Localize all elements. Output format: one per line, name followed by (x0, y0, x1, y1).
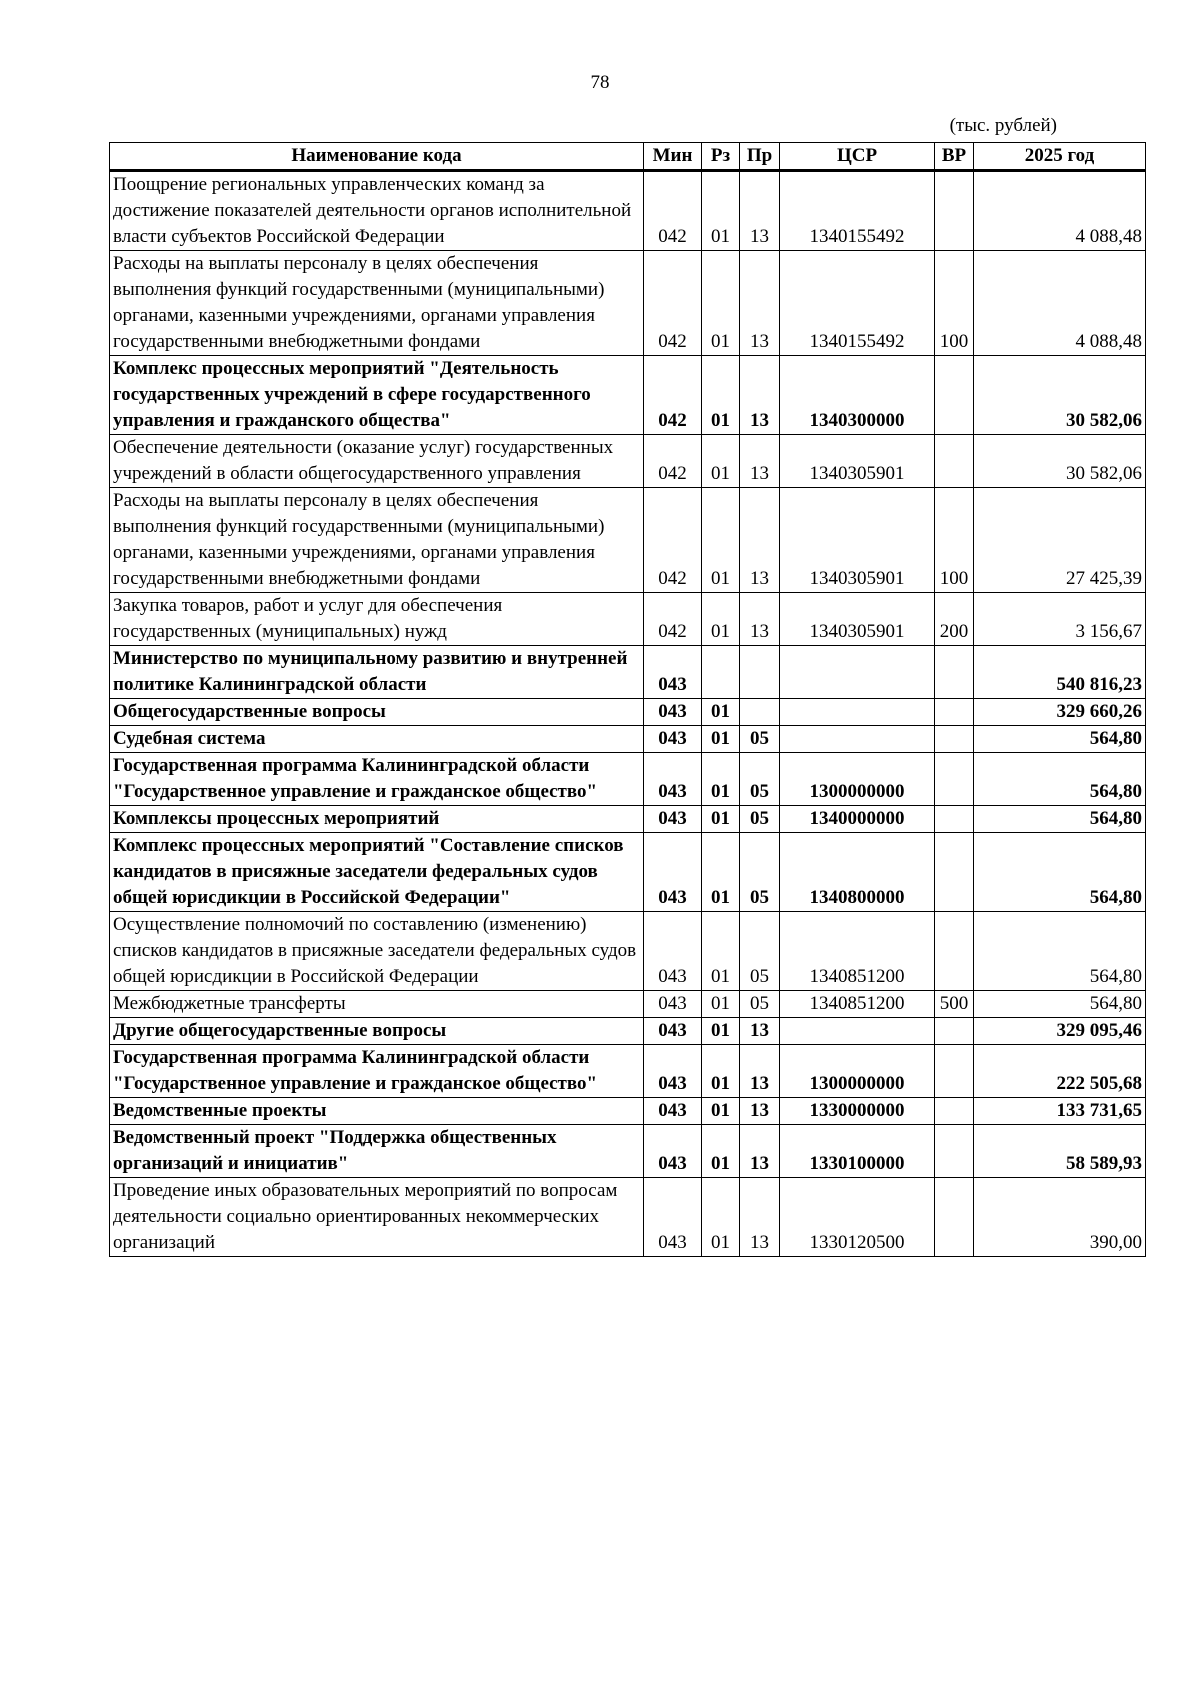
cell-amount: 329 660,26 (974, 699, 1146, 726)
cell-vr (935, 753, 974, 806)
cell-rz: 01 (702, 912, 740, 991)
cell-csr: 1340155492 (780, 171, 935, 251)
header-name: Наименование кода (110, 143, 644, 171)
cell-vr (935, 806, 974, 833)
cell-min: 043 (644, 1045, 702, 1098)
cell-csr (780, 726, 935, 753)
cell-csr: 1340851200 (780, 912, 935, 991)
cell-name: Другие общегосударственные вопросы (110, 1018, 644, 1045)
cell-name: Комплекс процессных мероприятий "Составление списков кандидатов в присяжные заседатели федеральных судов общей юрисдикции в Российской Федерации" (110, 833, 644, 912)
cell-pr: 05 (740, 726, 780, 753)
cell-rz: 01 (702, 699, 740, 726)
table-row (110, 699, 1146, 726)
cell-rz: 01 (702, 1125, 740, 1178)
cell-min: 043 (644, 726, 702, 753)
units-note: (тыс. рублей) (949, 115, 1057, 136)
cell-min: 042 (644, 593, 702, 646)
cell-pr: 05 (740, 753, 780, 806)
cell-name: Расходы на выплаты персоналу в целях обеспечения выполнения функций государственными (муниципальными) органами, казенными учреждениями, органами управления государственными внебюджетными фондами (110, 488, 644, 593)
cell-name: Комплексы процессных мероприятий (110, 806, 644, 833)
cell-pr: 05 (740, 991, 780, 1018)
cell-vr (935, 912, 974, 991)
cell-csr: 1330000000 (780, 1098, 935, 1125)
cell-csr: 1340000000 (780, 806, 935, 833)
cell-csr: 1340800000 (780, 833, 935, 912)
cell-csr: 1340155492 (780, 251, 935, 356)
cell-amount: 329 095,46 (974, 1018, 1146, 1045)
cell-amount: 564,80 (974, 726, 1146, 753)
cell-pr: 05 (740, 806, 780, 833)
table-row (110, 726, 1146, 753)
table-row (110, 1125, 1146, 1178)
cell-rz: 01 (702, 1098, 740, 1125)
cell-name: Межбюджетные трансферты (110, 991, 644, 1018)
cell-amount: 222 505,68 (974, 1045, 1146, 1098)
cell-amount: 564,80 (974, 833, 1146, 912)
cell-min: 043 (644, 833, 702, 912)
cell-min: 043 (644, 699, 702, 726)
cell-csr: 1340300000 (780, 356, 935, 435)
cell-rz: 01 (702, 488, 740, 593)
cell-amount: 4 088,48 (974, 251, 1146, 356)
cell-rz: 01 (702, 806, 740, 833)
table-row (110, 1098, 1146, 1125)
cell-csr: 1330100000 (780, 1125, 935, 1178)
cell-csr: 1340851200 (780, 991, 935, 1018)
table-row (110, 833, 1146, 912)
cell-min: 042 (644, 356, 702, 435)
table-row (110, 251, 1146, 356)
cell-pr: 13 (740, 251, 780, 356)
cell-rz: 01 (702, 833, 740, 912)
cell-amount: 3 156,67 (974, 593, 1146, 646)
cell-vr (935, 726, 974, 753)
cell-min: 043 (644, 991, 702, 1018)
cell-vr (935, 171, 974, 251)
budget-table (109, 142, 1146, 1257)
cell-amount: 30 582,06 (974, 435, 1146, 488)
cell-name: Ведомственный проект "Поддержка общественных организаций и инициатив" (110, 1125, 644, 1178)
cell-vr: 100 (935, 251, 974, 356)
cell-min: 043 (644, 806, 702, 833)
table-row (110, 991, 1146, 1018)
cell-csr: 1300000000 (780, 1045, 935, 1098)
cell-name: Государственная программа Калининградской области "Государственное управление и гражданское общество" (110, 753, 644, 806)
table-row (110, 356, 1146, 435)
cell-amount: 390,00 (974, 1178, 1146, 1257)
cell-vr: 200 (935, 593, 974, 646)
header-min: Мин (644, 143, 702, 171)
cell-pr: 13 (740, 1125, 780, 1178)
header-rz: Рз (702, 143, 740, 171)
cell-pr: 13 (740, 1018, 780, 1045)
cell-amount: 564,80 (974, 991, 1146, 1018)
cell-name: Министерство по муниципальному развитию и внутренней политике Калининградской области (110, 646, 644, 699)
cell-pr: 13 (740, 171, 780, 251)
table-row (110, 806, 1146, 833)
cell-min: 042 (644, 488, 702, 593)
cell-amount: 564,80 (974, 912, 1146, 991)
cell-name: Комплекс процессных мероприятий "Деятельность государственных учреждений в сфере государственного управления и гражданского общества" (110, 356, 644, 435)
cell-rz: 01 (702, 753, 740, 806)
cell-pr: 13 (740, 435, 780, 488)
cell-vr: 100 (935, 488, 974, 593)
header-year: 2025 год (974, 143, 1146, 171)
cell-min: 043 (644, 1098, 702, 1125)
table-body (110, 171, 1146, 1257)
cell-csr: 1330120500 (780, 1178, 935, 1257)
cell-min: 042 (644, 171, 702, 251)
cell-pr: 13 (740, 488, 780, 593)
table-header-row (110, 143, 1146, 171)
cell-vr (935, 1018, 974, 1045)
cell-amount: 540 816,23 (974, 646, 1146, 699)
cell-name: Осуществление полномочий по составлению (изменению) списков кандидатов в присяжные заседатели федеральных судов общей юрисдикции в Российской Федерации (110, 912, 644, 991)
cell-min: 043 (644, 753, 702, 806)
cell-name: Судебная система (110, 726, 644, 753)
cell-pr: 13 (740, 593, 780, 646)
cell-name: Поощрение региональных управленческих команд за достижение показателей деятельности органов исполнительной власти субъектов Российской Федерации (110, 171, 644, 251)
cell-vr (935, 1045, 974, 1098)
cell-csr (780, 1018, 935, 1045)
cell-csr (780, 699, 935, 726)
cell-min: 043 (644, 1125, 702, 1178)
cell-csr: 1340305901 (780, 435, 935, 488)
cell-rz: 01 (702, 1045, 740, 1098)
cell-rz: 01 (702, 1178, 740, 1257)
cell-pr: 13 (740, 356, 780, 435)
cell-name: Ведомственные проекты (110, 1098, 644, 1125)
table-row (110, 171, 1146, 251)
cell-rz: 01 (702, 1018, 740, 1045)
table-row (110, 646, 1146, 699)
cell-amount: 58 589,93 (974, 1125, 1146, 1178)
cell-vr (935, 435, 974, 488)
cell-pr: 13 (740, 1178, 780, 1257)
cell-vr (935, 1125, 974, 1178)
cell-vr (935, 356, 974, 435)
cell-vr (935, 1178, 974, 1257)
header-pr: Пр (740, 143, 780, 171)
table-row (110, 435, 1146, 488)
cell-min: 043 (644, 646, 702, 699)
cell-min: 043 (644, 1018, 702, 1045)
table-row (110, 1045, 1146, 1098)
cell-pr: 13 (740, 1045, 780, 1098)
table-row (110, 488, 1146, 593)
cell-rz: 01 (702, 435, 740, 488)
cell-min: 043 (644, 1178, 702, 1257)
cell-name: Обеспечение деятельности (оказание услуг) государственных учреждений в области общегосударственного управления (110, 435, 644, 488)
cell-name: Закупка товаров, работ и услуг для обеспечения государственных (муниципальных) нужд (110, 593, 644, 646)
cell-name: Проведение иных образовательных мероприятий по вопросам деятельности социально ориентированных некоммерческих организаций (110, 1178, 644, 1257)
cell-pr: 05 (740, 912, 780, 991)
cell-name: Государственная программа Калининградской области "Государственное управление и гражданское общество" (110, 1045, 644, 1098)
cell-vr (935, 1098, 974, 1125)
header-csr: ЦСР (780, 143, 935, 171)
cell-vr: 500 (935, 991, 974, 1018)
cell-min: 043 (644, 912, 702, 991)
cell-csr: 1340305901 (780, 488, 935, 593)
cell-amount: 564,80 (974, 753, 1146, 806)
cell-pr: 05 (740, 833, 780, 912)
table-row (110, 1018, 1146, 1045)
cell-vr (935, 646, 974, 699)
cell-csr: 1300000000 (780, 753, 935, 806)
cell-csr (780, 646, 935, 699)
cell-rz: 01 (702, 171, 740, 251)
cell-rz: 01 (702, 726, 740, 753)
cell-min: 042 (644, 251, 702, 356)
cell-amount: 4 088,48 (974, 171, 1146, 251)
cell-amount: 133 731,65 (974, 1098, 1146, 1125)
cell-csr: 1340305901 (780, 593, 935, 646)
table-row (110, 753, 1146, 806)
cell-rz (702, 646, 740, 699)
cell-amount: 27 425,39 (974, 488, 1146, 593)
cell-name: Общегосударственные вопросы (110, 699, 644, 726)
cell-rz: 01 (702, 593, 740, 646)
cell-vr (935, 699, 974, 726)
cell-amount: 564,80 (974, 806, 1146, 833)
table-row (110, 1178, 1146, 1257)
page-number: 78 (590, 72, 610, 93)
cell-pr: 13 (740, 1098, 780, 1125)
cell-rz: 01 (702, 991, 740, 1018)
cell-vr (935, 833, 974, 912)
header-vr: ВР (935, 143, 974, 171)
table-row (110, 593, 1146, 646)
table-row (110, 912, 1146, 991)
cell-pr (740, 699, 780, 726)
cell-min: 042 (644, 435, 702, 488)
cell-name: Расходы на выплаты персоналу в целях обеспечения выполнения функций государственными (муниципальными) органами, казенными учреждениями, органами управления государственными внебюджетными фондами (110, 251, 644, 356)
cell-pr (740, 646, 780, 699)
cell-rz: 01 (702, 356, 740, 435)
cell-amount: 30 582,06 (974, 356, 1146, 435)
cell-rz: 01 (702, 251, 740, 356)
